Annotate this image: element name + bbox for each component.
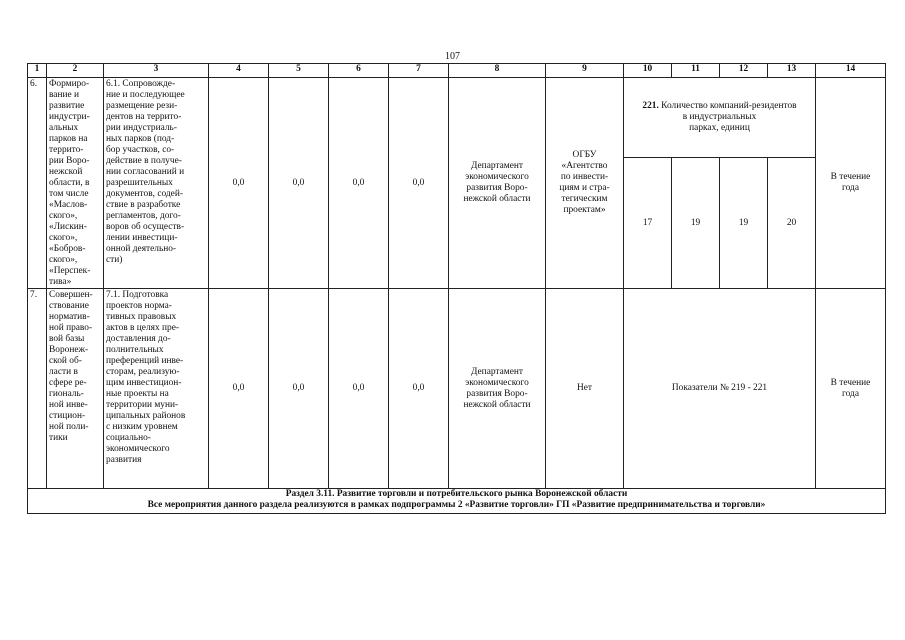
indicator-value-12: 19	[720, 158, 768, 289]
participant: ОГБУ «Агентство по инвести- циям и стра- тегическим проектам»	[546, 78, 624, 289]
row-activity: 6.1. Сопровожде- ние и последующее размещение рези- дентов на террито- рии индустриаль- ных парков (под- бор участков, со- действие в получе- нии согласований и разрешительных документов, содей- ствие в разработке регламентов, дого- воров об осуществ- лении инвестици- онной деятельно- сти)	[104, 78, 209, 289]
section-note: Все мероприятия данного раздела реализуются в рамках подпрограммы 2 «Развитие торговли» ГП «Развитие предпринимательства и торговли»	[147, 500, 766, 510]
value-col-5: 0,0	[269, 289, 329, 489]
col-header-11: 11	[672, 64, 720, 78]
col-header-13: 13	[768, 64, 816, 78]
value-col-7: 0,0	[389, 289, 449, 489]
indicator-number: 221.	[642, 101, 659, 111]
section-row	[28, 489, 886, 514]
col-header-14: 14	[816, 64, 886, 78]
table-row	[28, 78, 886, 158]
participant: Нет	[546, 289, 624, 489]
indicator-value-10: 17	[624, 158, 672, 289]
table-row	[28, 289, 886, 489]
row-activity: 7.1. Подготовка проектов норма- тивных правовых актов в целях пре- доставления до- полнительных преференций инве- сторам, реализую- щим инвестицион- ные проекты на территории муни- ципальных районов с низким уровнем социально- экономического развития	[104, 289, 209, 489]
value-col-4: 0,0	[209, 289, 269, 489]
col-header-12: 12	[720, 64, 768, 78]
column-number-row	[28, 64, 886, 78]
col-header-4: 4	[209, 64, 269, 78]
term: В течение года	[816, 78, 886, 289]
value-col-6: 0,0	[329, 289, 389, 489]
executor: Департамент экономического развития Воро- нежской области	[449, 289, 546, 489]
value-col-4: 0,0	[209, 78, 269, 289]
col-header-1: 1	[28, 64, 47, 78]
col-header-9: 9	[546, 64, 624, 78]
indicator-value-11: 19	[672, 158, 720, 289]
indicator-value-13: 20	[768, 158, 816, 289]
section-title: Раздел 3.11. Развитие торговли и потребительского рынка Воронежской области	[285, 489, 628, 499]
col-header-2: 2	[47, 64, 104, 78]
value-col-7: 0,0	[389, 78, 449, 289]
indicator-title	[624, 78, 816, 158]
col-header-5: 5	[269, 64, 329, 78]
value-col-5: 0,0	[269, 78, 329, 289]
col-header-6: 6	[329, 64, 389, 78]
col-header-8: 8	[449, 64, 546, 78]
row-name: Формиро- вание и развитие индустри- альных парков на террито- рии Воро- нежской области, в том числе «Маслов- ского», «Лискин- ского», «Бобров- ского», «Перспек- тива»	[47, 78, 104, 289]
program-table	[27, 63, 886, 514]
indicators-reference: Показатели № 219 - 221	[624, 289, 816, 489]
value-col-6: 0,0	[329, 78, 389, 289]
col-header-3: 3	[104, 64, 209, 78]
col-header-7: 7	[389, 64, 449, 78]
col-header-10: 10	[624, 64, 672, 78]
row-number: 7.	[28, 289, 47, 489]
row-name: Совершен- ствование норматив- ной право- вой базы Воронеж- ской об- ласти в сфере ре- гиональ- ной инве- стицион- ной поли- тики	[47, 289, 104, 489]
row-number: 6.	[28, 78, 47, 289]
term: В течение года	[816, 289, 886, 489]
indicator-text: Количество компаний-резидентов в индустриальных парках, единиц	[661, 101, 797, 133]
page-number: 107	[445, 51, 460, 62]
section-heading	[28, 489, 886, 514]
executor: Департамент экономического развития Воро- нежской области	[449, 78, 546, 289]
